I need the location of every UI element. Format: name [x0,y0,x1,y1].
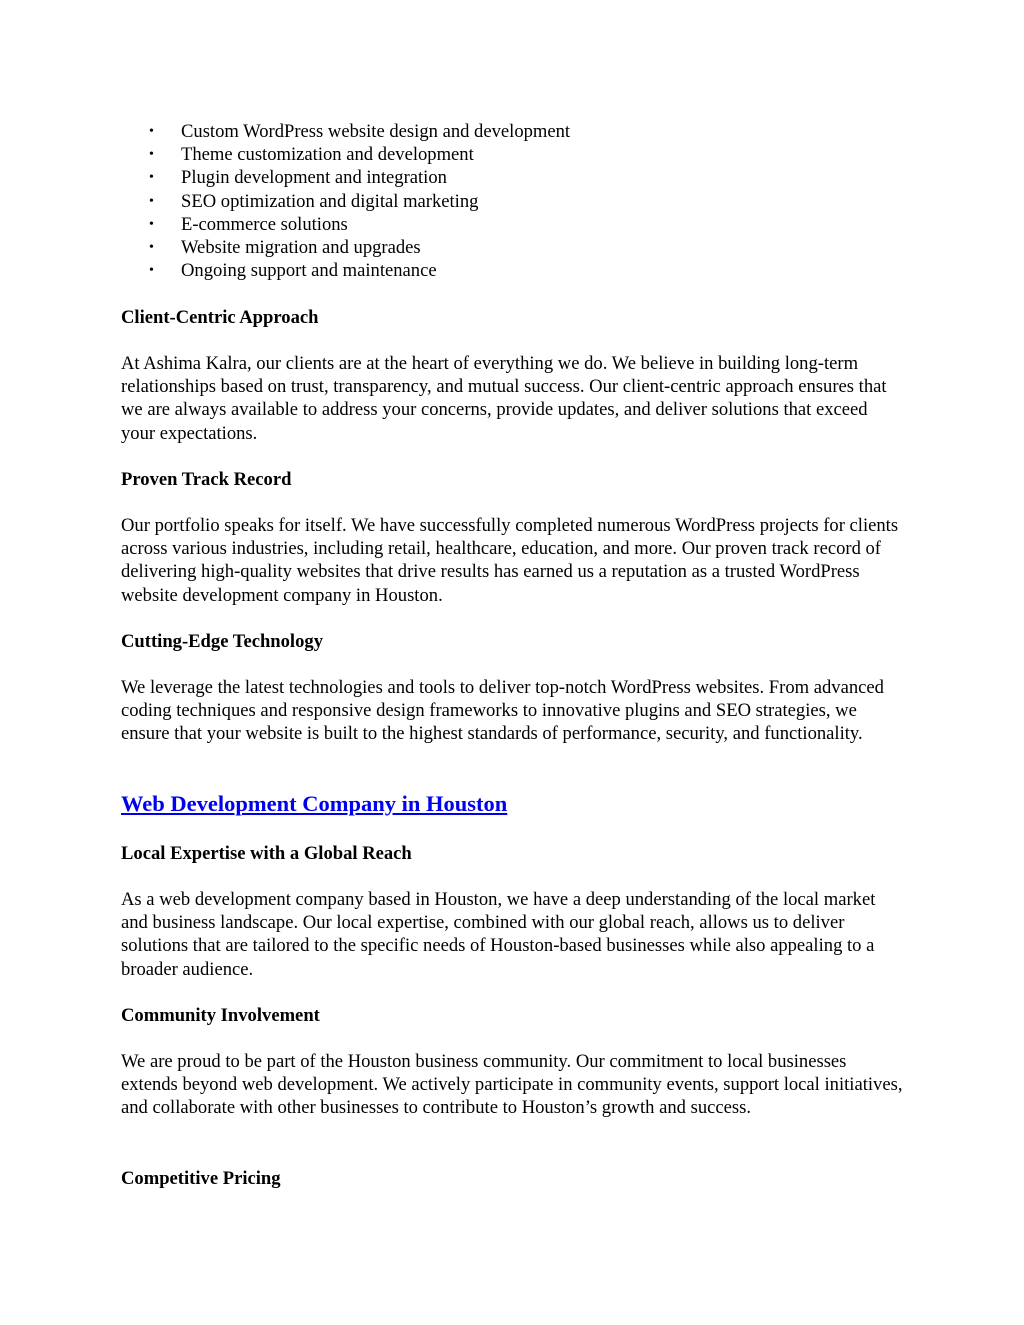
section-technology [121,630,906,653]
section-heading: Competitive Pricing [121,1168,281,1189]
list-item [121,166,921,189]
section-heading: Client-Centric Approach [121,307,319,328]
web-development-link[interactable]: Web Development Company in Houston [121,791,508,816]
list-item-text: SEO optimization and digital marketing [181,190,479,212]
section-paragraph: We are proud to be part of the Houston business community. Our commitment to local businesses extends beyond web development. We actively participate in community events, support local initiatives, and collaborate with other businesses to contribute to Houston’s growth and success. [121,1051,903,1119]
services-list [121,120,921,282]
section-community-body [121,1050,906,1120]
section-heading: Local Expertise with a Global Reach [121,843,412,864]
list-item [121,190,921,213]
list-item-text: Website migration and upgrades [181,236,421,258]
section-paragraph: Our portfolio speaks for itself. We have successfully completed numerous WordPress projects for clients across various industries, including retail, healthcare, education, and more. Our proven track record of delivering high-quality websites that drive results has earned us a reputation as a trusted WordPress website development company in Houston. [121,515,899,606]
list-item [121,236,921,259]
list-item-text: Ongoing support and maintenance [181,260,437,282]
list-item [121,213,921,236]
section-heading: Community Involvement [121,1005,320,1026]
list-item [121,120,921,143]
section-paragraph: We leverage the latest technologies and tools to deliver top-notch WordPress websites. From advanced coding techniques and responsive design frameworks to innovative plugins and SEO strategies, we ensure that your website is built to the highest standards of performance, security, and functionality. [121,677,884,745]
section-pricing [121,1167,906,1190]
list-item [121,259,921,282]
section-heading: Cutting-Edge Technology [121,631,323,652]
section-heading: Proven Track Record [121,469,292,490]
section-paragraph: As a web development company based in Houston, we have a deep understanding of the local market and business landscape. Our local expertise, combined with our global reach, allows us to deliver solutions that are tailored to the specific needs of Houston-based businesses while also appealing to a broader audience. [121,889,876,980]
section-community [121,1004,906,1027]
section-track-record-body [121,514,906,607]
section-client-centric-body [121,352,906,445]
bullet-icon: • [149,263,154,279]
section-client-centric [121,306,906,329]
bullet-icon: • [149,216,154,232]
section-technology-body [121,676,906,746]
section-local-expertise-body [121,888,906,981]
list-item-text: E-commerce solutions [181,213,348,235]
list-item-text: Custom WordPress website design and development [181,121,571,142]
section-track-record [121,468,906,491]
bullet-icon: • [149,124,154,139]
bullet-icon: • [149,193,154,209]
bullet-icon: • [149,239,154,255]
list-item-text: Theme customization and development [181,144,474,166]
list-item-text: Plugin development and integration [181,167,447,189]
bullet-icon: • [149,147,154,163]
bullet-icon: • [149,170,154,186]
list-item [121,143,921,166]
section-paragraph: At Ashima Kalra, our clients are at the heart of everything we do. We believe in building long-term relationships based on trust, transparency, and mutual success. Our client-centric approach ensures that we are always available to address your concerns, provide updates, and deliver solutions that exceed your expectations. [121,353,887,444]
section-local-expertise [121,842,906,865]
